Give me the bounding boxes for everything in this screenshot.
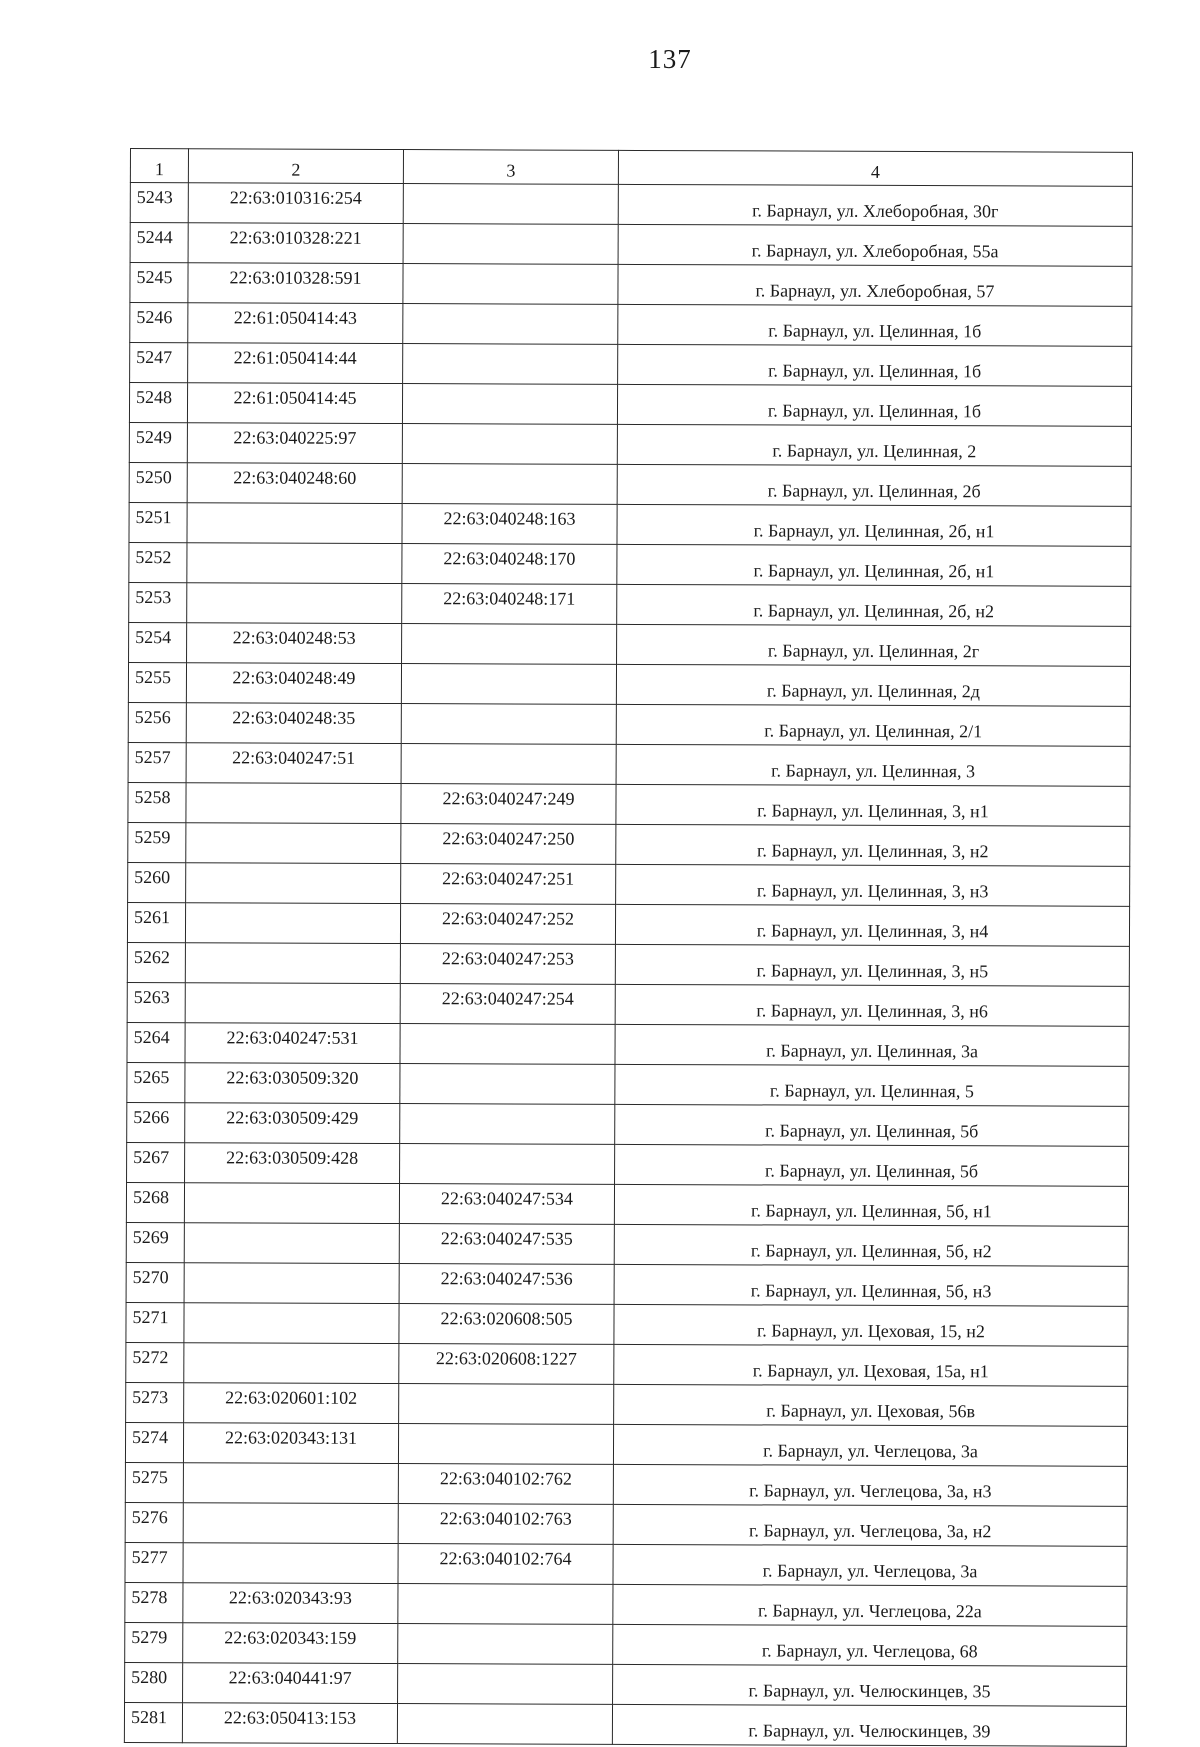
row-number-cell: 5251 — [129, 502, 187, 542]
premises-cadastral-number-cell: 22:63:040102:763 — [398, 1504, 613, 1545]
address-cell: г. Барнаул, ул. Целинная, 2 — [617, 424, 1131, 466]
land-cadastral-number-cell: 22:63:040248:35 — [186, 703, 401, 744]
table-row — [125, 1462, 1127, 1506]
land-cadastral-number-cell: 22:63:030509:429 — [185, 1103, 400, 1144]
table-row — [130, 303, 1132, 347]
table-row — [127, 1142, 1129, 1186]
land-cadastral-number-cell: 22:63:010316:254 — [188, 183, 403, 224]
premises-cadastral-number-cell — [398, 1584, 613, 1625]
table-row — [128, 662, 1130, 706]
address-cell: г. Барнаул, ул. Целинная, 2б, н2 — [617, 584, 1131, 626]
address-cell: г. Барнаул, ул. Чеглецова, 68 — [613, 1624, 1127, 1666]
row-number-cell: 5252 — [129, 542, 187, 582]
table-row — [124, 1702, 1126, 1746]
land-cadastral-number-cell: 22:63:030509:320 — [185, 1063, 400, 1104]
land-cadastral-number-cell: 22:63:040247:531 — [185, 1023, 400, 1064]
premises-cadastral-number-cell — [400, 1144, 615, 1185]
row-number-cell: 5271 — [126, 1302, 184, 1342]
table-row — [125, 1422, 1127, 1466]
table-row — [127, 1102, 1129, 1146]
address-cell: г. Барнаул, ул. Целинная, 3, н2 — [616, 824, 1130, 866]
row-number-cell: 5254 — [129, 622, 187, 662]
row-number-cell: 5243 — [130, 183, 188, 223]
land-cadastral-number-cell — [186, 783, 401, 824]
premises-cadastral-number-cell — [401, 704, 616, 745]
address-cell: г. Барнаул, ул. Целинная, 3 — [616, 744, 1130, 786]
table-row — [128, 822, 1130, 866]
address-cell: г. Барнаул, ул. Чеглецова, 3а — [613, 1424, 1127, 1466]
table-row — [127, 1022, 1129, 1066]
table-row — [126, 1182, 1128, 1226]
row-number-cell: 5248 — [129, 383, 187, 423]
row-number-cell: 5269 — [126, 1222, 184, 1262]
row-number-cell: 5264 — [127, 1022, 185, 1062]
header-col-land-cadastral: 2 — [188, 149, 403, 184]
row-number-cell: 5247 — [130, 343, 188, 383]
premises-cadastral-number-cell — [402, 624, 617, 665]
land-cadastral-number-cell — [183, 1503, 398, 1544]
land-cadastral-number-cell: 22:61:050414:45 — [187, 383, 402, 424]
table-row — [125, 1622, 1127, 1666]
row-number-cell: 5274 — [125, 1422, 183, 1462]
address-cell: г. Барнаул, ул. Целинная, 5б, н1 — [614, 1184, 1128, 1226]
table-row — [127, 942, 1129, 986]
premises-cadastral-number-cell: 22:63:040248:170 — [402, 544, 617, 585]
land-cadastral-number-cell: 22:63:040248:49 — [186, 663, 401, 704]
address-cell: г. Барнаул, ул. Целинная, 2/1 — [616, 704, 1130, 746]
land-cadastral-number-cell: 22:63:040248:53 — [187, 623, 402, 664]
premises-cadastral-number-cell: 22:63:040248:171 — [402, 584, 617, 625]
table-row — [129, 542, 1131, 586]
table-row — [127, 902, 1129, 946]
premises-cadastral-number-cell — [402, 384, 617, 425]
premises-cadastral-number-cell: 22:63:040102:764 — [398, 1544, 613, 1585]
premises-cadastral-number-cell — [400, 1024, 615, 1065]
premises-cadastral-number-cell — [403, 264, 618, 305]
premises-cadastral-number-cell — [400, 1064, 615, 1105]
table-row — [128, 782, 1130, 826]
table-row — [129, 462, 1131, 506]
row-number-cell: 5259 — [128, 822, 186, 862]
address-cell: г. Барнаул, ул. Целинная, 5б, н3 — [614, 1264, 1128, 1306]
table-row — [126, 1382, 1128, 1426]
land-cadastral-number-cell — [185, 983, 400, 1024]
land-cadastral-number-cell — [187, 503, 402, 544]
row-number-cell: 5276 — [125, 1502, 183, 1542]
land-cadastral-number-cell — [184, 1343, 399, 1384]
premises-cadastral-number-cell: 22:63:040247:534 — [399, 1184, 614, 1225]
page-number: 137 — [648, 44, 692, 74]
header-row — [130, 149, 1132, 187]
land-cadastral-number-cell: 22:63:020343:159 — [183, 1623, 398, 1664]
header-col-number: 1 — [130, 149, 188, 183]
table-row — [127, 1062, 1129, 1106]
land-cadastral-number-cell: 22:63:020343:93 — [183, 1583, 398, 1624]
land-cadastral-number-cell: 22:63:020601:102 — [184, 1383, 399, 1424]
row-number-cell: 5253 — [129, 582, 187, 622]
address-cell: г. Барнаул, ул. Цеховая, 56в — [614, 1384, 1128, 1426]
premises-cadastral-number-cell: 22:63:040247:253 — [400, 944, 615, 985]
row-number-cell: 5266 — [127, 1102, 185, 1142]
row-number-cell: 5278 — [125, 1582, 183, 1622]
premises-cadastral-number-cell: 22:63:040247:251 — [401, 864, 616, 905]
land-cadastral-number-cell — [187, 583, 402, 624]
premises-cadastral-number-cell — [401, 664, 616, 705]
premises-cadastral-number-cell: 22:63:040247:535 — [399, 1224, 614, 1265]
address-cell: г. Барнаул, ул. Целинная, 2г — [617, 624, 1131, 666]
registry-table — [124, 148, 1133, 1747]
table-row — [126, 1262, 1128, 1306]
address-cell: г. Барнаул, ул. Целинная, 1б — [618, 304, 1132, 346]
address-cell: г. Барнаул, ул. Целинная, 5б — [615, 1104, 1129, 1146]
table-row — [125, 1582, 1127, 1626]
address-cell: г. Барнаул, ул. Целинная, 3, н4 — [615, 904, 1129, 946]
row-number-cell: 5265 — [127, 1062, 185, 1102]
address-cell: г. Барнаул, ул. Целинная, 3, н5 — [615, 944, 1129, 986]
address-cell: г. Барнаул, ул. Целинная, 2б, н1 — [617, 544, 1131, 586]
row-number-cell: 5281 — [124, 1702, 182, 1742]
address-cell: г. Барнаул, ул. Цеховая, 15, н2 — [614, 1304, 1128, 1346]
land-cadastral-number-cell: 22:63:010328:591 — [188, 263, 403, 304]
address-cell: г. Барнаул, ул. Хлеборобная, 57 — [618, 264, 1132, 306]
premises-cadastral-number-cell — [402, 424, 617, 465]
row-number-cell: 5273 — [126, 1382, 184, 1422]
table-row — [129, 422, 1131, 466]
row-number-cell: 5255 — [128, 662, 186, 702]
premises-cadastral-number-cell — [403, 344, 618, 385]
premises-cadastral-number-cell — [398, 1664, 613, 1705]
land-cadastral-number-cell: 22:63:040247:51 — [186, 743, 401, 784]
row-number-cell: 5245 — [130, 263, 188, 303]
address-cell: г. Барнаул, ул. Целинная, 2б — [617, 464, 1131, 506]
row-number-cell: 5256 — [128, 702, 186, 742]
premises-cadastral-number-cell: 22:63:040248:163 — [402, 504, 617, 545]
premises-cadastral-number-cell — [403, 224, 618, 265]
table-row — [125, 1542, 1127, 1586]
row-number-cell: 5270 — [126, 1262, 184, 1302]
row-number-cell: 5280 — [125, 1662, 183, 1702]
table-row — [128, 702, 1130, 746]
land-cadastral-number-cell: 22:63:030509:428 — [185, 1143, 400, 1184]
land-cadastral-number-cell — [183, 1463, 398, 1504]
row-number-cell: 5261 — [127, 902, 185, 942]
land-cadastral-number-cell: 22:63:040441:97 — [183, 1663, 398, 1704]
address-cell: г. Барнаул, ул. Целинная, 3, н3 — [616, 864, 1130, 906]
address-cell: г. Барнаул, ул. Целинная, 5 — [615, 1064, 1129, 1106]
land-cadastral-number-cell — [185, 903, 400, 944]
address-cell: г. Барнаул, ул. Чеглецова, 22а — [613, 1584, 1127, 1626]
premises-cadastral-number-cell: 22:63:040247:249 — [401, 784, 616, 825]
address-cell: г. Барнаул, ул. Целинная, 3, н6 — [615, 984, 1129, 1026]
row-number-cell: 5275 — [125, 1462, 183, 1502]
land-cadastral-number-cell — [185, 943, 400, 984]
address-cell: г. Барнаул, ул. Челюскинцев, 39 — [612, 1704, 1126, 1746]
table-row — [125, 1502, 1127, 1546]
address-cell: г. Барнаул, ул. Целинная, 5б, н2 — [614, 1224, 1128, 1266]
land-cadastral-number-cell — [184, 1223, 399, 1264]
table-row — [129, 582, 1131, 626]
table-row — [126, 1342, 1128, 1386]
row-number-cell: 5262 — [127, 942, 185, 982]
address-cell: г. Барнаул, ул. Целинная, 3а — [615, 1024, 1129, 1066]
table-row — [130, 343, 1132, 387]
land-cadastral-number-cell — [184, 1183, 399, 1224]
land-cadastral-number-cell: 22:63:040225:97 — [187, 423, 402, 464]
row-number-cell: 5257 — [128, 742, 186, 782]
premises-cadastral-number-cell — [398, 1424, 613, 1465]
address-cell: г. Барнаул, ул. Целинная, 5б — [615, 1144, 1129, 1186]
premises-cadastral-number-cell — [399, 1384, 614, 1425]
row-number-cell: 5268 — [126, 1182, 184, 1222]
address-cell: г. Барнаул, ул. Хлеборобная, 55а — [618, 224, 1132, 266]
table-row — [130, 183, 1132, 227]
address-cell: г. Барнаул, ул. Чеглецова, 3а — [613, 1544, 1127, 1586]
premises-cadastral-number-cell: 22:63:020608:505 — [399, 1304, 614, 1345]
land-cadastral-number-cell: 22:63:040248:60 — [187, 463, 402, 504]
address-cell: г. Барнаул, ул. Целинная, 2д — [616, 664, 1130, 706]
row-number-cell: 5272 — [126, 1342, 184, 1382]
table-row — [126, 1302, 1128, 1346]
land-cadastral-number-cell — [184, 1303, 399, 1344]
address-cell: г. Барнаул, ул. Хлеборобная, 30г — [618, 184, 1132, 226]
row-number-cell: 5250 — [129, 462, 187, 502]
premises-cadastral-number-cell: 22:63:040102:762 — [398, 1464, 613, 1505]
address-cell: г. Барнаул, ул. Целинная, 1б — [617, 384, 1131, 426]
address-cell: г. Барнаул, ул. Целинная, 1б — [618, 344, 1132, 386]
premises-cadastral-number-cell — [400, 1104, 615, 1145]
table-row — [129, 622, 1131, 666]
row-number-cell: 5244 — [130, 223, 188, 263]
land-cadastral-number-cell — [183, 1543, 398, 1584]
land-cadastral-number-cell: 22:63:010328:221 — [188, 223, 403, 264]
table-header — [130, 149, 1132, 187]
land-cadastral-number-cell: 22:63:050413:153 — [182, 1703, 397, 1744]
land-cadastral-number-cell — [187, 543, 402, 584]
header-col-address: 4 — [618, 150, 1132, 186]
premises-cadastral-number-cell: 22:63:040247:252 — [400, 904, 615, 945]
premises-cadastral-number-cell — [398, 1624, 613, 1665]
address-cell: г. Барнаул, ул. Целинная, 2б, н1 — [617, 504, 1131, 546]
land-cadastral-number-cell: 22:61:050414:44 — [188, 343, 403, 384]
table-body — [124, 183, 1132, 1747]
address-cell: г. Барнаул, ул. Цеховая, 15а, н1 — [614, 1344, 1128, 1386]
table-row — [129, 502, 1131, 546]
address-cell: г. Барнаул, ул. Чеглецова, 3а, н3 — [613, 1464, 1127, 1506]
table-row — [130, 223, 1132, 267]
row-number-cell: 5249 — [129, 422, 187, 462]
header-col-premises-cadastral: 3 — [403, 150, 618, 185]
table-row — [127, 982, 1129, 1026]
table-row — [129, 383, 1131, 427]
land-cadastral-number-cell — [184, 1263, 399, 1304]
row-number-cell: 5258 — [128, 782, 186, 822]
table-row — [126, 1222, 1128, 1266]
premises-cadastral-number-cell — [402, 464, 617, 505]
table-row — [125, 1662, 1127, 1706]
table-row — [128, 862, 1130, 906]
premises-cadastral-number-cell: 22:63:020608:1227 — [399, 1344, 614, 1385]
row-number-cell: 5277 — [125, 1542, 183, 1582]
premises-cadastral-number-cell — [401, 744, 616, 785]
land-cadastral-number-cell: 22:63:020343:131 — [183, 1423, 398, 1464]
premises-cadastral-number-cell: 22:63:040247:254 — [400, 984, 615, 1025]
premises-cadastral-number-cell — [403, 184, 618, 225]
premises-cadastral-number-cell — [403, 304, 618, 345]
land-cadastral-number-cell — [186, 863, 401, 904]
row-number-cell: 5260 — [128, 862, 186, 902]
address-cell: г. Барнаул, ул. Целинная, 3, н1 — [616, 784, 1130, 826]
address-cell: г. Барнаул, ул. Челюскинцев, 35 — [613, 1664, 1127, 1706]
table-row — [130, 263, 1132, 307]
row-number-cell: 5263 — [127, 982, 185, 1022]
row-number-cell: 5267 — [127, 1142, 185, 1182]
row-number-cell: 5246 — [130, 303, 188, 343]
land-cadastral-number-cell: 22:61:050414:43 — [188, 303, 403, 344]
table-row — [128, 742, 1130, 786]
premises-cadastral-number-cell — [397, 1704, 612, 1745]
land-cadastral-number-cell — [186, 823, 401, 864]
premises-cadastral-number-cell: 22:63:040247:536 — [399, 1264, 614, 1305]
address-cell: г. Барнаул, ул. Чеглецова, 3а, н2 — [613, 1504, 1127, 1546]
premises-cadastral-number-cell: 22:63:040247:250 — [401, 824, 616, 865]
row-number-cell: 5279 — [125, 1622, 183, 1662]
